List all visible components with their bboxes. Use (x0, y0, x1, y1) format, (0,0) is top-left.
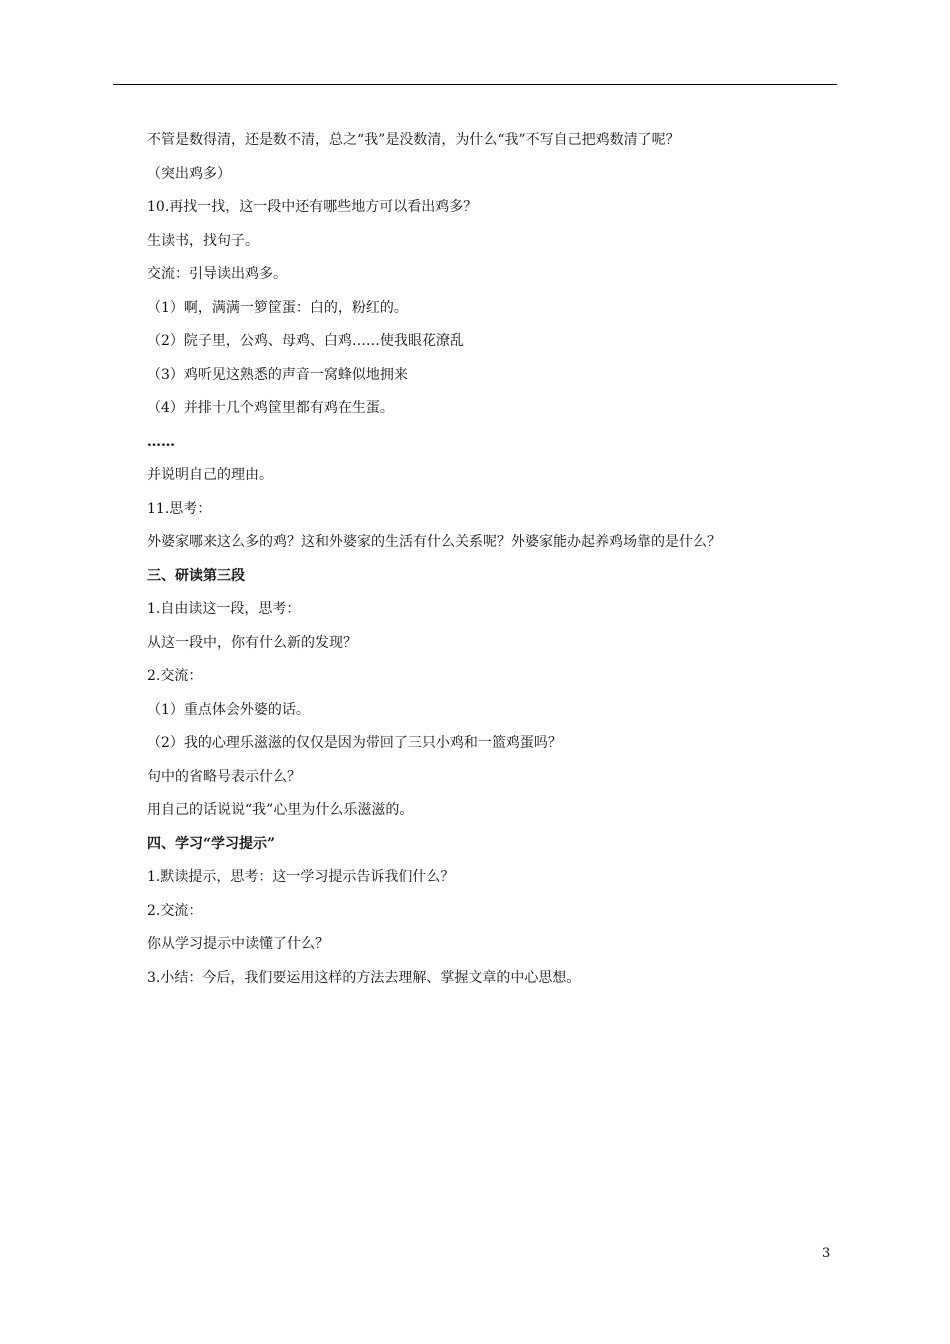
text-line: 不管是数得清，还是数不清，总之“我”是没数清，为什么“我”不写自己把鸡数清了呢？ (147, 132, 680, 148)
text-line: 交流：引导读出鸡多。 (147, 266, 287, 282)
text-line: 从这一段中，你有什么新的发现？ (147, 634, 357, 651)
text-line: 10.再找一找，这一段中还有哪些地方可以看出鸡多？ (147, 199, 478, 215)
text-line: 2.交流： (147, 668, 203, 684)
text-line: （2）院子里，公鸡、母鸡、白鸡……使我眼花潦乱 (147, 333, 464, 349)
text-line: 你从学习提示中读懂了什么？ (147, 936, 329, 952)
section-heading: 四、学习“学习提示” (147, 835, 276, 852)
text-line: 用自己的话说说“我”心里为什么乐滋滋的。 (147, 802, 414, 818)
text-line: 并说明自己的理由。 (147, 467, 273, 483)
text-line: （1）啊，满满一箩筐蛋：白的，粉红的。 (147, 299, 408, 316)
text-line: 外婆家哪来这么多的鸡？这和外婆家的生活有什么关系呢？外婆家能办起养鸡场靠的是什么？ (147, 534, 721, 550)
text-line: 1.默读提示，思考：这一学习提示告诉我们什么？ (147, 869, 455, 885)
text-line: （3）鸡听见这熟悉的声音一窝蜂似地拥来 (147, 366, 408, 383)
text-line: 11.思考： (147, 500, 212, 517)
section-heading: 三、研读第三段 (147, 567, 245, 584)
text-line: 句中的省略号表示什么？ (147, 768, 301, 785)
ellipsis-line: …… (147, 433, 175, 450)
text-line: 生读书，找句子。 (147, 232, 259, 249)
text-line: 3.小结：今后，我们要运用这样的方法去理解、掌握文章的中心思想。 (147, 969, 581, 986)
text-line: （1）重点体会外婆的话。 (147, 701, 310, 718)
text-line: （4）并排十几个鸡筐里都有鸡在生蛋。 (147, 400, 394, 416)
header-rule (113, 84, 837, 85)
text-line: 1.自由读这一段，思考： (147, 601, 301, 617)
text-line: 2.交流： (147, 902, 203, 919)
text-line: （2）我的心理乐滋滋的仅仅是因为带回了三只小鸡和一篮鸡蛋吗？ (147, 735, 562, 751)
document-body (147, 124, 837, 995)
page-number: 3 (822, 1246, 831, 1261)
text-line: （突出鸡多） (147, 165, 231, 182)
